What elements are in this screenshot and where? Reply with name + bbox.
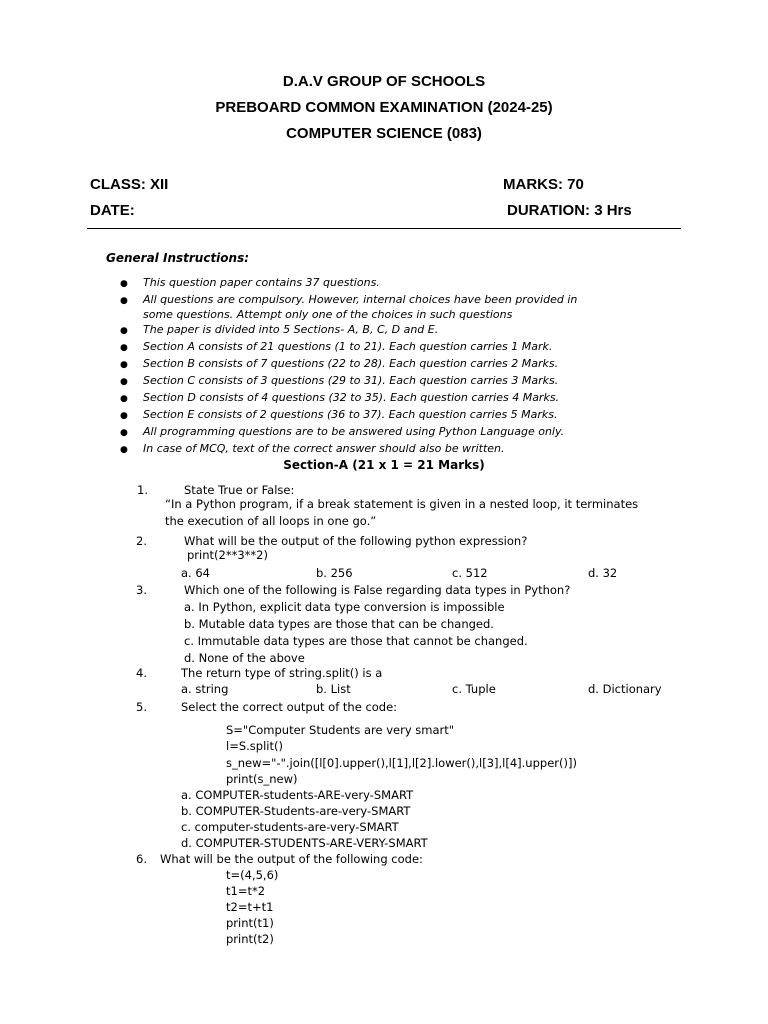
option: a. In Python, explicit data type conversion is impossible — [184, 600, 505, 614]
code-line: t=(4,5,6) — [226, 868, 279, 882]
instruction-item: All programming questions are to be answered using Python Language only. — [143, 425, 565, 438]
instruction-item: The paper is divided into 5 Sections- A, B, C, D and E. — [143, 323, 439, 336]
bullet-icon: ● — [120, 296, 128, 306]
subject-title: COMPUTER SCIENCE (083) — [286, 125, 482, 142]
duration-label: DURATION: 3 Hrs — [507, 202, 632, 219]
marks-label: MARKS: 70 — [503, 176, 584, 193]
question-number: 5. — [136, 700, 147, 714]
question-text-line: “In a Python program, if a break statement is given in a nested loop, it terminates — [165, 497, 639, 511]
question-text-line: the execution of all loops in one go.” — [165, 514, 377, 528]
option: d. None of the above — [184, 651, 305, 665]
code-line: t2=t+t1 — [226, 900, 274, 914]
option: b. Mutable data types are those that can be changed. — [184, 617, 494, 631]
bullet-icon: ● — [120, 394, 128, 404]
option: b. List — [316, 682, 351, 696]
code-line: print(t1) — [226, 916, 274, 930]
code-line: l=S.split() — [226, 739, 283, 753]
instructions-title: General Instructions: — [106, 251, 250, 265]
instruction-item: Section A consists of 21 questions (1 to 21). Each question carries 1 Mark. — [143, 340, 553, 353]
instruction-item-continued: some questions. Attempt only one of the choices in such questions — [143, 308, 513, 321]
option: c. Immutable data types are those that cannot be changed. — [184, 634, 528, 648]
option: c. 512 — [452, 566, 488, 580]
question-text: Which one of the following is False regarding data types in Python? — [184, 583, 571, 597]
option: a. 64 — [181, 566, 210, 580]
bullet-icon: ● — [120, 326, 128, 336]
question-text: State True or False: — [184, 483, 295, 497]
instruction-item: In case of MCQ, text of the correct answer should also be written. — [143, 442, 505, 455]
instruction-item: This question paper contains 37 questions. — [143, 276, 380, 289]
class-label: CLASS: XII — [90, 176, 169, 193]
code-line: print(2**3**2) — [187, 548, 268, 562]
question-number: 4. — [136, 666, 147, 680]
date-label: DATE: — [90, 202, 135, 219]
instruction-item: Section D consists of 4 questions (32 to 35). Each question carries 4 Marks. — [143, 391, 560, 404]
bullet-icon: ● — [120, 377, 128, 387]
question-number: 2. — [136, 534, 147, 548]
code-line: print(s_new) — [226, 772, 298, 786]
question-number: 1. — [137, 483, 148, 497]
instruction-item: Section C consists of 3 questions (29 to 31). Each question carries 3 Marks. — [143, 374, 559, 387]
code-line: t1=t*2 — [226, 884, 266, 898]
question-text: Select the correct output of the code: — [181, 700, 398, 714]
option: d. 32 — [588, 566, 618, 580]
option: b. 256 — [316, 566, 353, 580]
school-name: D.A.V GROUP OF SCHOOLS — [282, 73, 486, 90]
bullet-icon: ● — [120, 279, 128, 289]
code-line: S="Computer Students are very smart" — [226, 723, 455, 737]
option: c. computer-students-are-very-SMART — [181, 820, 399, 834]
section-a-title: Section-A (21 x 1 = 21 Marks) — [283, 458, 485, 472]
question-text: What will be the output of the following python expression? — [184, 534, 528, 548]
instruction-item: All questions are compulsory. However, internal choices have been provided in — [143, 293, 578, 306]
bullet-icon: ● — [120, 428, 128, 438]
code-line: s_new="-".join([l[0].upper(),l[1],l[2].lower(),l[3],l[4].upper()]) — [226, 756, 577, 770]
question-number: 6. — [136, 852, 147, 866]
option: d. Dictionary — [588, 682, 662, 696]
option: d. COMPUTER-STUDENTS-ARE-VERY-SMART — [181, 836, 428, 850]
instruction-item: Section E consists of 2 questions (36 to 37). Each question carries 5 Marks. — [143, 408, 558, 421]
option: c. Tuple — [452, 682, 496, 696]
instruction-item: Section B consists of 7 questions (22 to 28). Each question carries 2 Marks. — [143, 357, 559, 370]
exam-title: PREBOARD COMMON EXAMINATION (2024-25) — [215, 99, 553, 116]
option: b. COMPUTER-Students-are-very-SMART — [181, 804, 411, 818]
header-divider — [87, 228, 681, 229]
bullet-icon: ● — [120, 411, 128, 421]
question-number: 3. — [136, 583, 147, 597]
bullet-icon: ● — [120, 343, 128, 353]
question-text: The return type of string.split() is a — [181, 666, 383, 680]
bullet-icon: ● — [120, 360, 128, 370]
option: a. COMPUTER-students-ARE-very-SMART — [181, 788, 414, 802]
code-line: print(t2) — [226, 932, 274, 946]
bullet-icon: ● — [120, 445, 128, 455]
question-text: What will be the output of the following code: — [160, 852, 423, 866]
option: a. string — [181, 682, 229, 696]
